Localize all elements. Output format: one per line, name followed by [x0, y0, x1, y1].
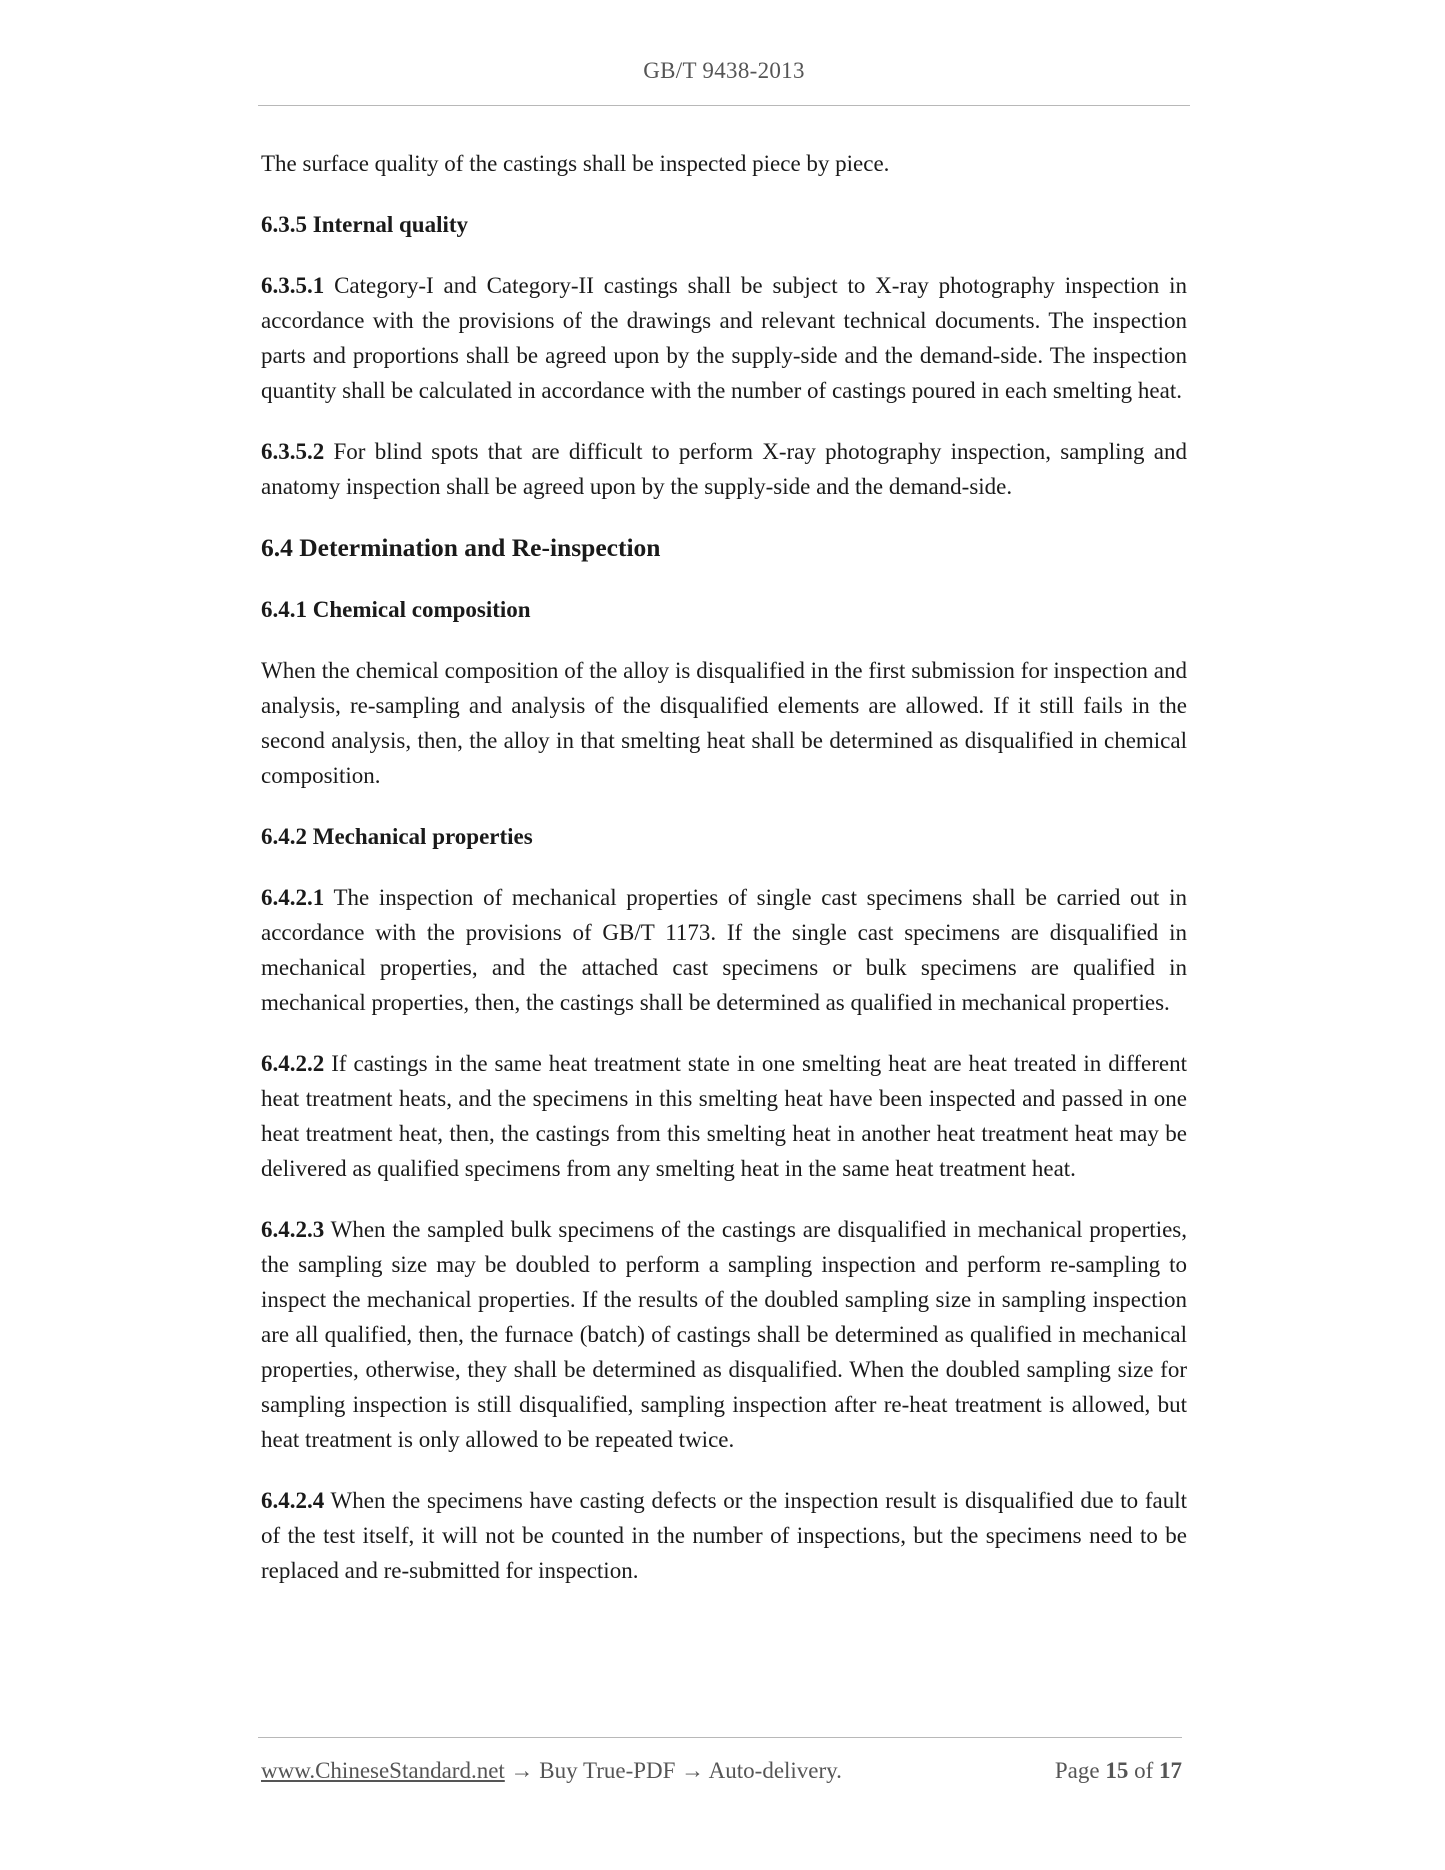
footer-promo — [261, 1758, 842, 1784]
paragraph-text: For blind spots that are difficult to perform X-ray photography inspection, sampling and anatomy inspection shall be agreed upon by the supply-side and the demand-side. — [261, 439, 1187, 499]
page-number — [1055, 1758, 1182, 1784]
footer-divider — [258, 1737, 1182, 1738]
clause-number: 6.4.2.3 — [261, 1217, 325, 1242]
page-current: 15 — [1105, 1758, 1129, 1783]
paragraph-6-3-5-2 — [261, 434, 1187, 504]
paragraph-6-4-2-1 — [261, 880, 1187, 1020]
clause-number: 6.3.5.2 — [261, 439, 325, 464]
paragraph-surface-quality — [261, 146, 1187, 181]
paragraph-text: The inspection of mechanical properties of single cast specimens shall be carried out in accordance with the provisions of GB/T 1173. If the single cast specimens are disqualified in mechanical properties, and the attached cast specimens or bulk specimens are qualified in mechanical properties, then, the castings shall be determined as qualified in mechanical properties. — [261, 885, 1187, 1015]
paragraph-chemical-composition — [261, 653, 1187, 793]
paragraph-6-4-2-2 — [261, 1046, 1187, 1186]
paragraph-text: Category-I and Category-II castings shall be subject to X-ray photography inspection in accordance with the provisions of the drawings and relevant technical documents. The inspection parts and proportions shall be agreed upon by the supply-side and the demand-side. The inspection quantity shall be calculated in accordance with the number of castings poured in each smelting heat. — [261, 273, 1187, 403]
paragraph-6-3-5-1 — [261, 268, 1187, 408]
heading-6-4: 6.4 Determination and Re-inspection — [261, 533, 661, 562]
paragraph-text: When the chemical composition of the alloy is disqualified in the first submission for inspection and analysis, re-sampling and analysis of the disqualified elements are allowed. If it still fails in the second analysis, then, the alloy in that smelting heat shall be determined as disqualified in chemical composition. — [261, 658, 1187, 788]
paragraph-text: The surface quality of the castings shall be inspected piece by piece. — [261, 151, 890, 176]
page-total: 17 — [1159, 1758, 1182, 1783]
clause-number: 6.3.5.1 — [261, 273, 325, 298]
of-word: of — [1134, 1758, 1154, 1783]
page-header: GB/T 9438-2013 — [643, 58, 805, 83]
heading-6-4-2: 6.4.2 Mechanical properties — [261, 824, 533, 849]
paragraph-text: When the specimens have casting defects or the inspection result is disqualified due to fault of the test itself, it will not be counted in the number of inspections, but the specimens need to be replaced and re-submitted for inspection. — [261, 1488, 1187, 1583]
document-body — [261, 146, 1187, 1614]
paragraph-text: When the sampled bulk specimens of the castings are disqualified in mechanical properties, the sampling size may be doubled to perform a sampling inspection and perform re-sampling to inspect the mechanical properties. If the results of the doubled sampling size in sampling inspection are all qualified, then, the furnace (batch) of castings shall be determined as qualified in mechanical properties, otherwise, they shall be determined as disqualified. When the doubled sampling size for sampling inspection is still disqualified, sampling inspection after re-heat treatment is allowed, but heat treatment is only allowed to be repeated twice. — [261, 1217, 1187, 1452]
paragraph-6-4-2-4 — [261, 1483, 1187, 1588]
clause-number: 6.4.2.2 — [261, 1051, 325, 1076]
paragraph-text: If castings in the same heat treatment state in one smelting heat are heat treated in different heat treatment heats, and the specimens in this smelting heat have been inspected and passed in one heat treatment heat, then, the castings from this smelting heat in another heat treatment heat may be delivered as qualified specimens from any smelting heat in the same heat treatment heat. — [261, 1051, 1187, 1181]
footer-promo-text: → Buy True-PDF → Auto-delivery. — [504, 1758, 842, 1783]
header-divider — [258, 105, 1190, 106]
clause-number: 6.4.2.1 — [261, 885, 325, 910]
heading-6-3-5: 6.3.5 Internal quality — [261, 212, 469, 237]
paragraph-6-4-2-3 — [261, 1212, 1187, 1457]
page-word: Page — [1054, 1758, 1100, 1783]
clause-number: 6.4.2.4 — [261, 1488, 325, 1513]
chinesestandard-link[interactable]: www.ChineseStandard.net — [261, 1758, 505, 1783]
heading-6-4-1: 6.4.1 Chemical composition — [261, 597, 531, 622]
